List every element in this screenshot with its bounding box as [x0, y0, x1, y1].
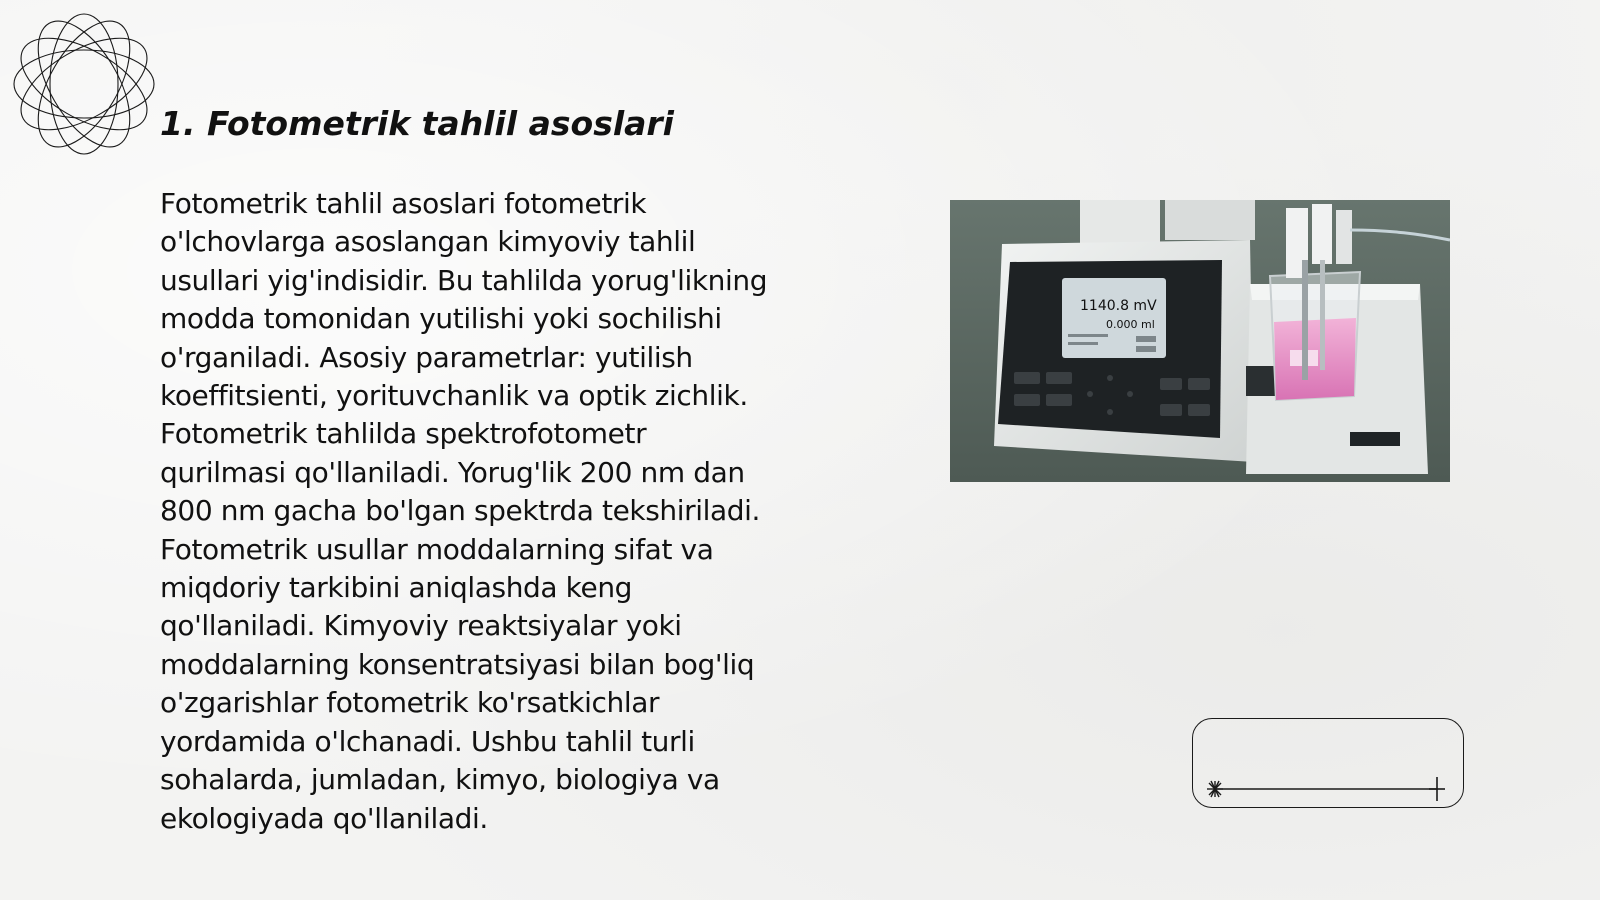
body-line: Fotometrik tahlilda spektrofotometr — [160, 417, 647, 451]
sparkle-icon — [1207, 781, 1223, 797]
body-line: Fotometrik usullar moddalarning sifat va — [160, 532, 714, 566]
body-line: qo'llaniladi. Kimyoviy reaktsiyalar yoki — [160, 609, 682, 643]
display-ml-readout: 0.000 ml — [1106, 318, 1155, 331]
plus-star-icon — [1429, 777, 1445, 801]
body-line: o'lchovlarga asoslangan kimyoviy tahlil — [160, 225, 696, 259]
slide-body-text — [160, 185, 840, 838]
titrator-photo — [950, 200, 1450, 482]
body-line: ekologiyada qo'llaniladi. — [160, 801, 488, 835]
body-line: sohalarda, jumladan, kimyo, biologiya va — [160, 763, 720, 797]
rosette-ornament-icon — [10, 10, 158, 158]
body-line: koeffitsienti, yorituvchanlik va optik zichlik. — [160, 379, 748, 413]
body-line: miqdoriy tarkibini aniqlashda keng — [160, 571, 633, 605]
slide-title: 1. Fotometrik tahlil asoslari — [160, 104, 674, 143]
body-line: o'rganiladi. Asosiy parametrlar: yutilish — [160, 340, 693, 374]
display-mv-readout: 1140.8 mV — [1080, 298, 1157, 314]
body-line: modda tomonidan yutilishi yoki sochilishi — [160, 302, 722, 336]
body-line: moddalarning konsentratsiyasi bilan bog'liq — [160, 647, 755, 681]
body-line: o'zgarishlar fotometrik ko'rsatkichlar — [160, 686, 660, 720]
body-line: 800 nm gacha bo'lgan spektrda tekshiriladi. — [160, 494, 761, 528]
body-line: usullari yig'indisidir. Bu tahlilda yorug'likning — [160, 263, 768, 297]
body-line: qurilmasi qo'llaniladi. Yorug'lik 200 nm dan — [160, 455, 745, 489]
decorative-line-frame — [1192, 718, 1464, 808]
body-line: yordamida o'lchanadi. Ushbu tahlil turli — [160, 724, 695, 758]
body-line: Fotometrik tahlil asoslari fotometrik — [160, 187, 647, 220]
